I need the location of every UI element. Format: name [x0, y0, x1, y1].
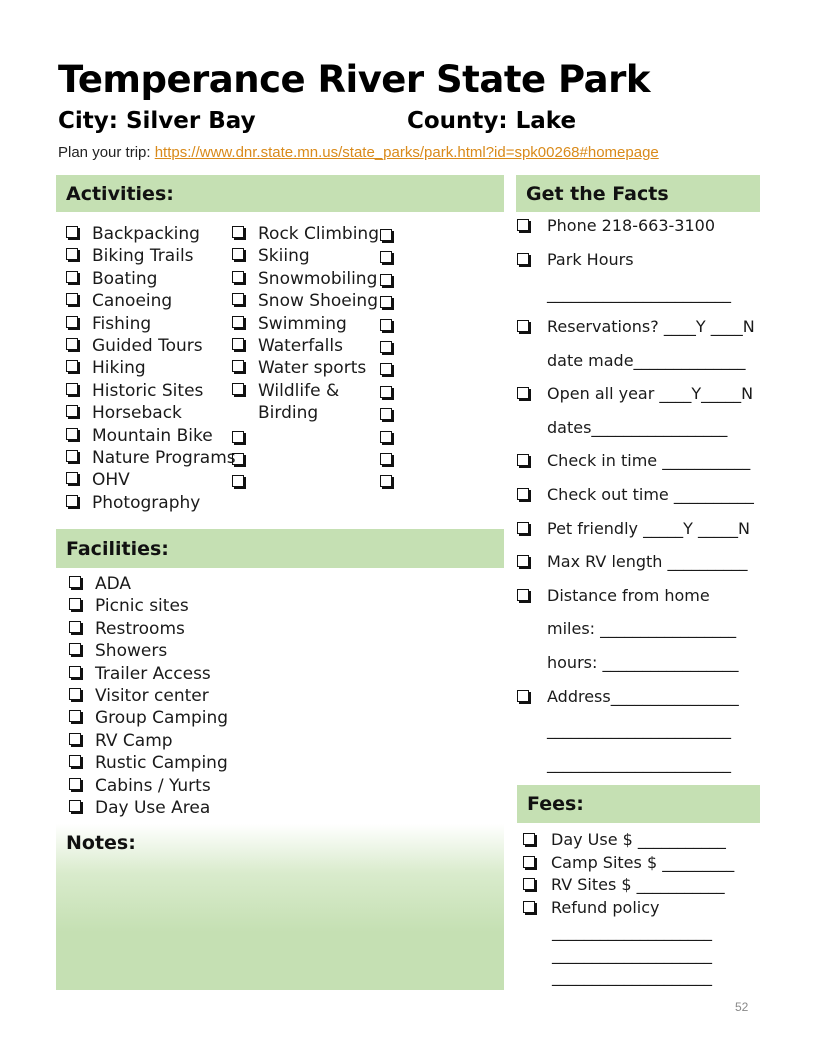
checkbox[interactable]: [232, 271, 244, 283]
checklist-item-label: Snow Shoeing: [258, 291, 378, 312]
checklist-item[interactable]: [232, 290, 379, 312]
notes-heading: Notes:: [66, 832, 136, 854]
checklist-item-label: Backpacking: [92, 224, 200, 244]
dates-line[interactable]: dates_________________: [547, 418, 728, 437]
activities-column-2: [232, 223, 379, 425]
checklist-item[interactable]: [66, 447, 236, 469]
facilities-list: [69, 573, 228, 819]
checklist-item-label: Swimming: [258, 313, 347, 334]
checklist-item[interactable]: [66, 380, 236, 402]
distance-row: Distance from home: [517, 586, 710, 605]
max-rv-row: Max RV length __________: [517, 552, 748, 571]
checkbox[interactable]: [232, 316, 244, 328]
checklist-item[interactable]: [69, 730, 228, 752]
pet-friendly-row: Pet friendly _____Y _____N: [517, 519, 750, 538]
blank-checkbox[interactable]: [380, 475, 392, 487]
checklist-item-label: Waterfalls: [258, 336, 343, 357]
checkbox[interactable]: [66, 271, 78, 283]
blank-checkbox[interactable]: [380, 251, 392, 263]
checkbox[interactable]: [523, 901, 535, 913]
checkbox[interactable]: [523, 878, 535, 890]
checkbox[interactable]: [517, 219, 529, 231]
checklist-item[interactable]: [232, 223, 379, 245]
checklist-item[interactable]: [69, 707, 228, 729]
checkbox[interactable]: [66, 495, 78, 507]
checklist-item[interactable]: [69, 663, 228, 685]
checklist-item-label: Guided Tours: [92, 336, 203, 357]
fees-header: [517, 785, 760, 823]
checklist-item-label: Boating: [92, 268, 158, 289]
checkbox[interactable]: [517, 387, 529, 399]
checklist-item-label: Snowmobiling: [258, 268, 378, 289]
checkbox[interactable]: [517, 555, 529, 567]
checkbox[interactable]: [517, 454, 529, 466]
checklist-item-label: Historic Sites: [92, 380, 204, 401]
page-number: 52: [735, 1000, 749, 1014]
checklist-item-label: Biking Trails: [92, 246, 194, 267]
activities-header: [56, 175, 504, 212]
checklist-item[interactable]: [66, 402, 236, 424]
checkbox[interactable]: [517, 320, 529, 332]
checkbox[interactable]: [69, 778, 81, 790]
phone-row: Phone 218-663-3100: [517, 216, 715, 235]
checklist-item-label: Picnic sites: [95, 596, 189, 617]
page-title: Temperance River State Park: [58, 58, 650, 101]
checkbox[interactable]: [66, 383, 78, 395]
checkbox[interactable]: [66, 450, 78, 462]
rv-sites-row: RV Sites $ ___________: [523, 875, 725, 894]
address-line-1[interactable]: _______________________: [547, 720, 731, 739]
checkbox[interactable]: [69, 755, 81, 767]
checklist-item[interactable]: [69, 640, 228, 662]
checkbox[interactable]: [69, 621, 81, 633]
checklist-item[interactable]: [66, 357, 236, 379]
checkbox[interactable]: [66, 405, 78, 417]
checklist-item-label: Mountain Bike: [92, 425, 213, 446]
county-label: County: Lake: [407, 108, 577, 134]
checklist-item-label: RV Camp: [95, 730, 173, 751]
facilities-header: [56, 529, 504, 568]
park-hours-row: Park Hours: [517, 250, 634, 269]
checklist-item-label: Restrooms: [95, 618, 185, 639]
checkbox[interactable]: [69, 800, 81, 812]
checklist-item[interactable]: [66, 245, 236, 267]
plan-trip-label: Plan your trip:: [58, 144, 151, 161]
checkbox[interactable]: [517, 522, 529, 534]
checklist-item-label: Wildlife &: [258, 380, 340, 401]
checklist-item-label: Nature Programs: [92, 448, 236, 469]
blank-checkbox[interactable]: [380, 229, 392, 241]
checkbox[interactable]: [232, 338, 244, 350]
checklist-item-label: Water sports: [258, 358, 367, 379]
checkbox[interactable]: [66, 472, 78, 484]
check-in-row: Check in time ___________: [517, 451, 750, 470]
checklist-item-label: Trailer Access: [95, 663, 211, 684]
checklist-item[interactable]: [232, 268, 379, 290]
checkbox[interactable]: [66, 226, 78, 238]
open-all-year-row: Open all year ____Y_____N: [517, 384, 753, 403]
blank-checkbox[interactable]: [380, 408, 392, 420]
checklist-item[interactable]: [66, 335, 236, 357]
checklist-item-label: Skiing: [258, 246, 310, 267]
hours-line[interactable]: hours: _________________: [547, 653, 739, 672]
refund-policy-row: Refund policy: [523, 898, 660, 917]
check-out-row: Check out time __________: [517, 485, 754, 504]
checklist-item-label: Photography: [92, 492, 201, 513]
plan-trip-line: [58, 144, 659, 161]
checkbox[interactable]: [69, 710, 81, 722]
checklist-item[interactable]: [66, 492, 236, 514]
checklist-item[interactable]: [232, 380, 379, 402]
activities-column-1: [66, 223, 236, 514]
checklist-item-label: Birding: [258, 403, 319, 424]
checkbox[interactable]: [517, 690, 529, 702]
park-hours-line[interactable]: _______________________: [547, 284, 731, 303]
checklist-item[interactable]: [232, 245, 379, 267]
checklist-item: [232, 402, 379, 424]
refund-line-2[interactable]: ____________________: [552, 945, 712, 964]
checkbox[interactable]: [66, 293, 78, 305]
day-use-row: Day Use $ ___________: [523, 830, 726, 849]
blank-checkbox[interactable]: [380, 319, 392, 331]
facts-heading: Get the Facts: [526, 182, 669, 205]
camp-sites-row: Camp Sites $ _________: [523, 853, 734, 872]
city-label: City: Silver Bay: [58, 108, 256, 134]
checklist-item-label: Horseback: [92, 403, 182, 424]
blank-checkbox[interactable]: [380, 453, 392, 465]
checklist-item[interactable]: [69, 618, 228, 640]
checkbox[interactable]: [232, 226, 244, 238]
refund-line-1[interactable]: ____________________: [552, 922, 712, 941]
checkbox[interactable]: [69, 666, 81, 678]
fees-heading: Fees:: [527, 793, 584, 815]
checklist-item-label: Day Use Area: [95, 798, 211, 819]
checklist-item[interactable]: [66, 469, 236, 491]
checkbox[interactable]: [517, 589, 529, 601]
checkbox[interactable]: [69, 598, 81, 610]
checklist-item[interactable]: [69, 685, 228, 707]
checklist-item-label: Rock Climbing: [258, 224, 380, 244]
checklist-item[interactable]: [69, 797, 228, 819]
blank-checkbox[interactable]: [380, 363, 392, 375]
checklist-item[interactable]: [69, 573, 228, 595]
facts-header: [516, 175, 760, 212]
checklist-item-label: Group Camping: [95, 708, 229, 729]
checklist-item-label: Canoeing: [92, 291, 173, 312]
park-website-link[interactable]: https://www.dnr.state.mn.us/state_parks/park.html?id=spk00268#homepage: [154, 144, 659, 161]
checkbox[interactable]: [69, 576, 81, 588]
checklist-item[interactable]: [69, 752, 228, 774]
checkbox[interactable]: [66, 338, 78, 350]
checkbox[interactable]: [232, 248, 244, 260]
blank-checkbox[interactable]: [380, 341, 392, 353]
checkbox[interactable]: [66, 428, 78, 440]
checkbox[interactable]: [523, 856, 535, 868]
checkbox[interactable]: [69, 733, 81, 745]
checklist-item[interactable]: [66, 290, 236, 312]
checklist-item-label: Rustic Camping: [95, 753, 228, 774]
checkbox[interactable]: [69, 643, 81, 655]
checkbox[interactable]: [69, 688, 81, 700]
checklist-item[interactable]: [232, 313, 379, 335]
address-row: Address________________: [517, 687, 739, 706]
checklist-item-label: Visitor center: [95, 686, 209, 707]
checklist-item[interactable]: [66, 268, 236, 290]
blank-checkbox[interactable]: [380, 386, 392, 398]
refund-line-3[interactable]: ____________________: [552, 967, 712, 986]
checklist-item-label: Hiking: [92, 358, 146, 379]
blank-checkbox[interactable]: [380, 431, 392, 443]
checkbox[interactable]: [232, 383, 244, 395]
checklist-item-label: Fishing: [92, 313, 152, 334]
checkbox[interactable]: [517, 253, 529, 265]
checklist-item-label: OHV: [92, 470, 130, 491]
date-made-line[interactable]: date made______________: [547, 351, 746, 370]
checkbox[interactable]: [517, 488, 529, 500]
checklist-item-label: ADA: [95, 574, 132, 594]
checkbox[interactable]: [66, 316, 78, 328]
blank-checkbox[interactable]: [380, 296, 392, 308]
checkbox[interactable]: [66, 360, 78, 372]
checklist-item-label: Showers: [95, 641, 168, 662]
checklist-item[interactable]: [232, 357, 379, 379]
checklist-item[interactable]: [66, 313, 236, 335]
checkbox[interactable]: [523, 833, 535, 845]
address-line-2[interactable]: _______________________: [547, 754, 731, 773]
blank-checkbox[interactable]: [232, 475, 244, 487]
miles-line[interactable]: miles: _________________: [547, 619, 737, 638]
blank-checkbox[interactable]: [232, 453, 244, 465]
facilities-heading: Facilities:: [66, 537, 169, 560]
checkbox[interactable]: [232, 293, 244, 305]
checklist-item[interactable]: [69, 595, 228, 617]
reservations-row: Reservations? ____Y ____N: [517, 317, 755, 336]
blank-checkbox[interactable]: [232, 431, 244, 443]
blank-checkbox[interactable]: [380, 274, 392, 286]
checkbox[interactable]: [232, 360, 244, 372]
checklist-item[interactable]: [66, 425, 236, 447]
activities-heading: Activities:: [66, 182, 174, 205]
checklist-item-label: Cabins / Yurts: [95, 775, 211, 796]
checklist-item[interactable]: [232, 335, 379, 357]
checkbox[interactable]: [66, 248, 78, 260]
checklist-item[interactable]: [69, 775, 228, 797]
checklist-item[interactable]: [66, 223, 236, 245]
